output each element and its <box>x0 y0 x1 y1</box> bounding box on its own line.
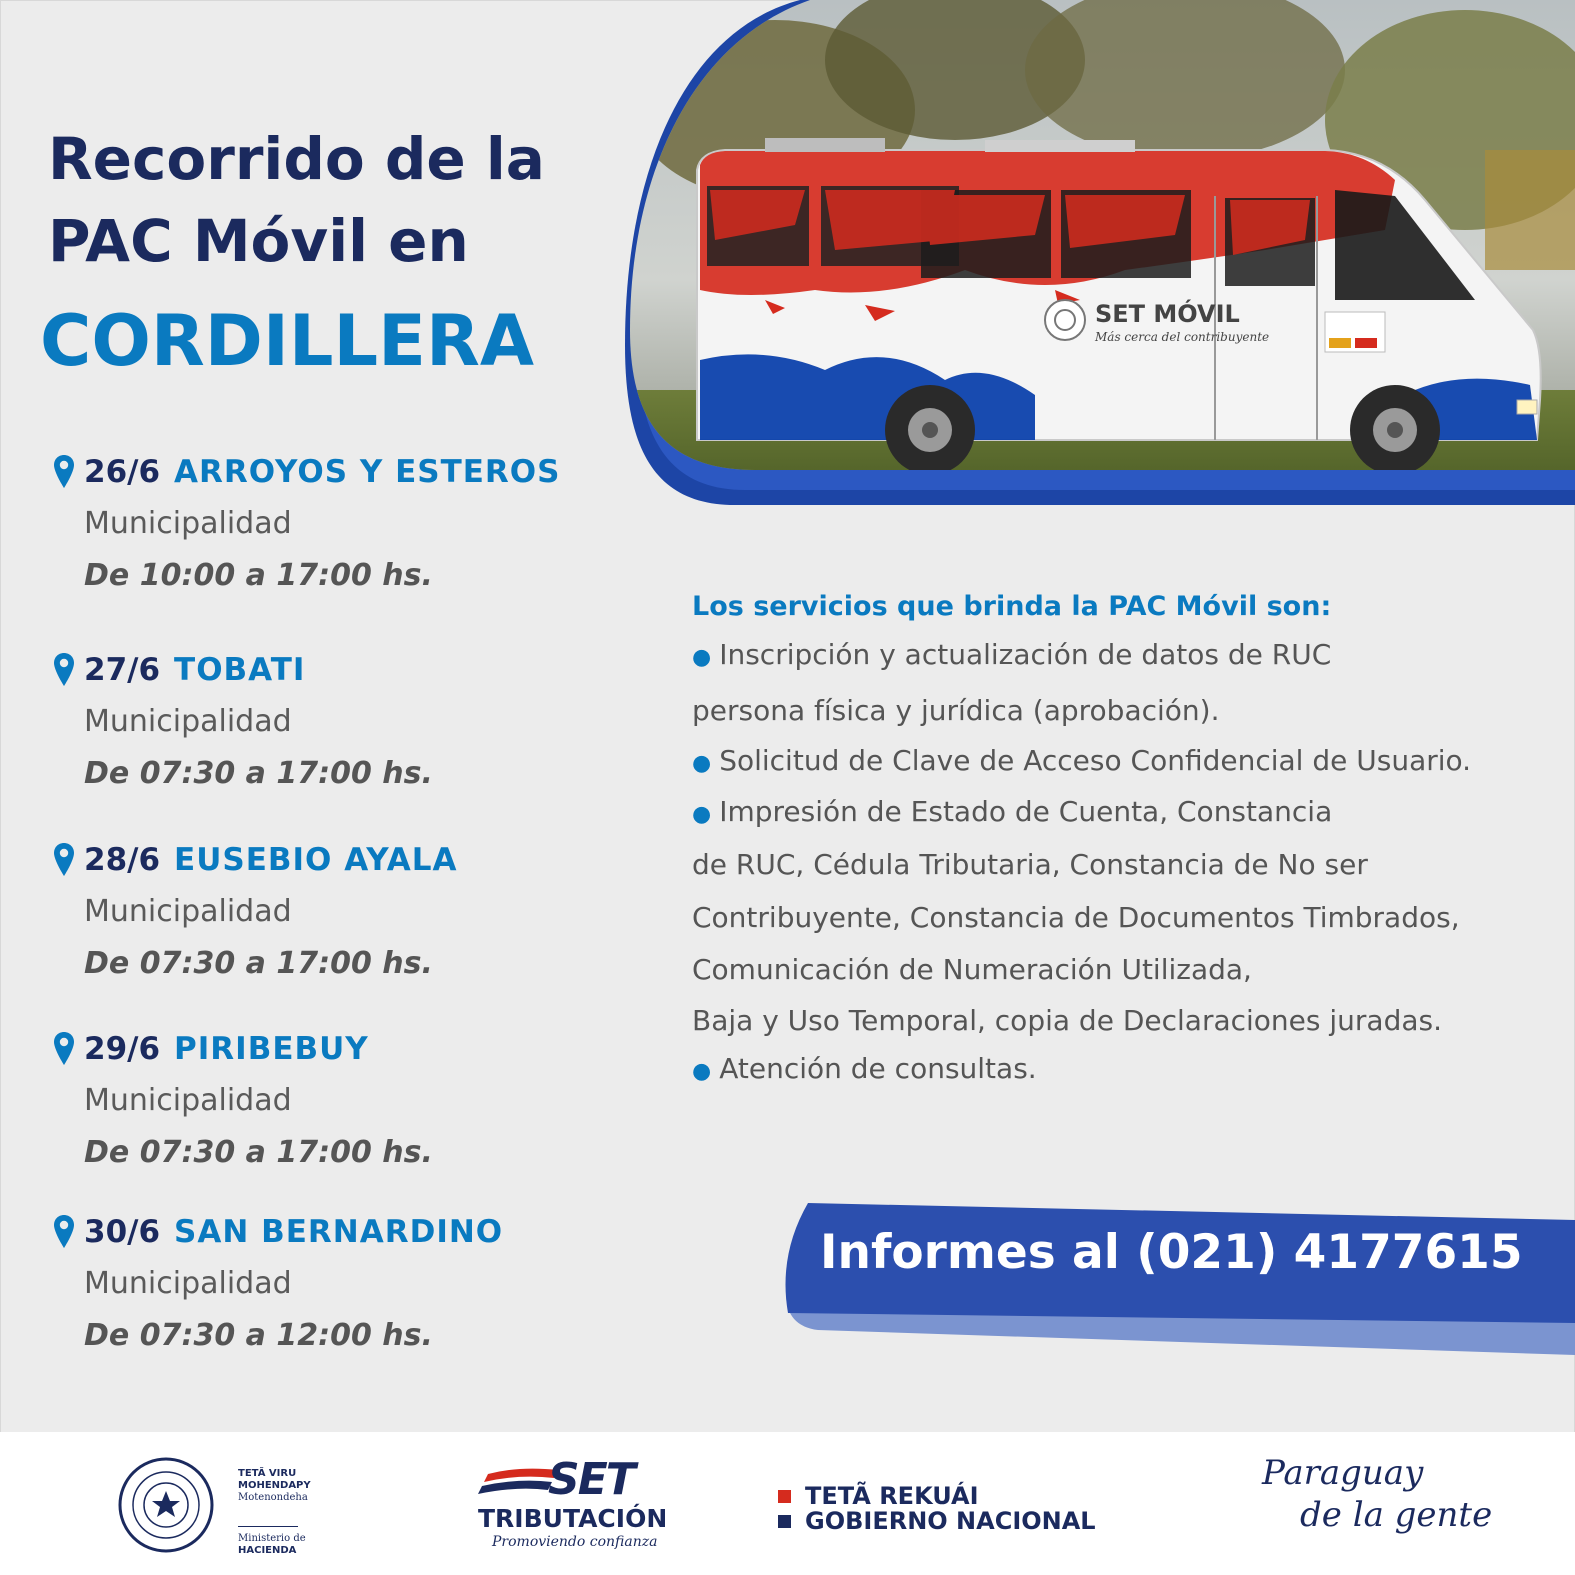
ministry-line-2: MOHENDAPY <box>238 1480 311 1491</box>
stop-place: Municipalidad <box>84 506 292 541</box>
ministry-line-5: HACIENDA <box>238 1545 297 1556</box>
stop-city: TOBATI <box>174 652 306 688</box>
service-text: Solicitud de Clave de Acceso Confidencial de Usuario. <box>719 744 1472 777</box>
map-pin-icon <box>52 454 76 490</box>
ministry-line-1: TETÃ VIRU <box>238 1468 297 1479</box>
service-item-continuation: persona física y jurídica (aprobación). <box>692 693 1220 727</box>
stop-place: Municipalidad <box>84 704 292 739</box>
map-pin-icon <box>52 652 76 688</box>
page-title <box>40 118 648 386</box>
footer-logos <box>0 1432 1575 1575</box>
schedule-item <box>52 834 672 990</box>
stop-time: De 07:30 a 17:00 hs. <box>84 1135 433 1170</box>
set-tributacion: TRIBUTACIÓN <box>478 1504 668 1533</box>
service-item-continuation: Comunicación de Numeración Utilizada, <box>692 953 1252 986</box>
stop-place: Municipalidad <box>84 1083 292 1118</box>
set-tagline: Promoviendo confianza <box>492 1534 658 1550</box>
ministry-divider <box>238 1504 298 1527</box>
bus-illustration <box>625 0 1575 510</box>
ministry-logo <box>238 1468 311 1557</box>
service-item <box>692 1045 1552 1096</box>
contact-phone-text: Informes al (021) 4177615 <box>820 1225 1523 1280</box>
stop-city: EUSEBIO AYALA <box>174 842 458 878</box>
bus-slogan-label: Más cerca del contribuyente <box>1095 330 1270 344</box>
government-logo <box>778 1484 1096 1534</box>
title-line-2: PAC Móvil en <box>48 207 469 275</box>
ministry-line-4: Ministerio de <box>238 1533 306 1544</box>
service-item <box>692 788 1552 839</box>
service-item-continuation: Baja y Uso Temporal, copia de Declaraciones juradas. <box>692 1003 1442 1037</box>
contact-banner <box>778 1195 1575 1360</box>
stop-city: ARROYOS Y ESTEROS <box>174 454 561 490</box>
map-pin-icon <box>52 842 76 878</box>
ministry-line-3: Motenondeha <box>238 1492 308 1503</box>
stop-city: PIRIBEBUY <box>174 1031 369 1067</box>
services-section <box>692 585 1552 1096</box>
schedule-item <box>52 446 672 602</box>
service-item-continuation: de RUC, Cédula Tributaria, Constancia de No ser <box>692 848 1368 881</box>
bus-brand-label: SET MÓVIL <box>1095 300 1240 328</box>
schedule-item <box>52 644 672 800</box>
py-line-1: Paraguay <box>1262 1453 1424 1493</box>
stop-date: 29/6 <box>84 1031 161 1067</box>
schedule-item <box>52 1023 672 1179</box>
gov-line-2: GOBIERNO NACIONAL <box>805 1507 1096 1535</box>
map-pin-icon <box>52 1031 76 1067</box>
service-item-continuation: Contribuyente, Constancia de Documentos Timbrados, <box>692 900 1460 934</box>
stop-time: De 07:30 a 17:00 hs. <box>84 946 433 981</box>
stop-date: 27/6 <box>84 652 161 688</box>
red-square-icon <box>778 1490 791 1503</box>
stop-city: SAN BERNARDINO <box>174 1214 504 1250</box>
bullet-icon: ● <box>692 1058 712 1084</box>
map-pin-icon <box>52 1214 76 1250</box>
stop-date: 26/6 <box>84 454 161 490</box>
stop-date: 30/6 <box>84 1214 161 1250</box>
service-text: Impresión de Estado de Cuenta, Constancia <box>719 795 1333 828</box>
service-text: Atención de consultas. <box>719 1051 1037 1085</box>
services-heading: Los servicios que brinda la PAC Móvil son: <box>692 591 1332 622</box>
blue-square-icon <box>778 1515 791 1528</box>
title-line-1: Recorrido de la <box>48 125 545 193</box>
service-item <box>692 629 1552 685</box>
stop-time: De 07:30 a 12:00 hs. <box>84 1318 433 1353</box>
schedule-item <box>52 1206 672 1362</box>
gov-line-1: TETÃ REKUÁI <box>805 1482 979 1510</box>
bus-photo <box>625 0 1575 510</box>
set-wordmark: SET <box>548 1454 634 1505</box>
stop-time: De 07:30 a 17:00 hs. <box>84 756 433 791</box>
stop-place: Municipalidad <box>84 1266 292 1301</box>
national-seal-icon <box>118 1457 214 1553</box>
service-text: Inscripción y actualización de datos de RUC <box>719 638 1332 671</box>
stop-time: De 10:00 a 17:00 hs. <box>84 558 433 593</box>
py-line-2: de la gente <box>1300 1495 1493 1535</box>
bullet-icon: ● <box>692 645 712 670</box>
stop-place: Municipalidad <box>84 894 292 929</box>
bullet-icon: ● <box>692 802 712 827</box>
set-logo <box>478 1454 668 1558</box>
stop-date: 28/6 <box>84 842 161 878</box>
title-region: CORDILLERA <box>40 300 535 382</box>
paraguay-de-la-gente-logo <box>1262 1452 1492 1536</box>
service-item <box>692 737 1552 788</box>
bullet-icon: ● <box>692 751 712 776</box>
